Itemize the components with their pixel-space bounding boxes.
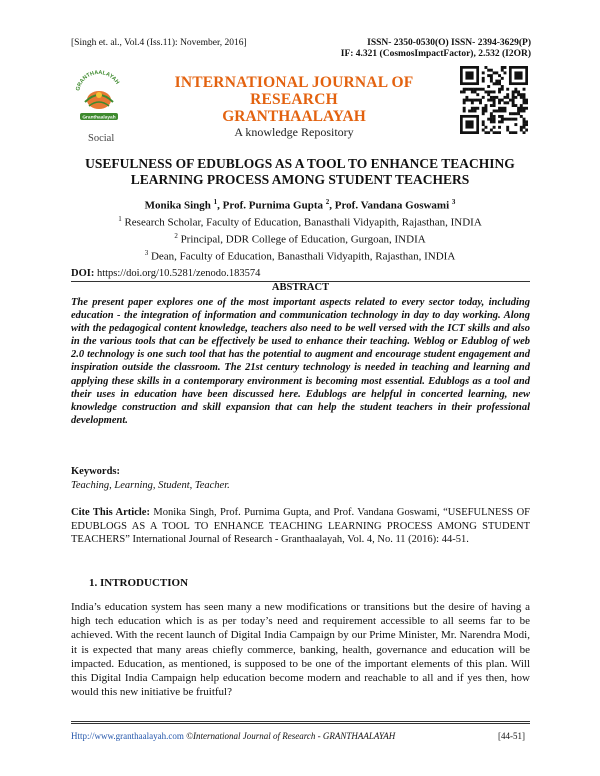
abstract-heading: ABSTRACT bbox=[271, 282, 330, 293]
affiliation-1: $^1$ Research Scholar, Faculty of Education, Banasthali Vidyapith, Rajasthan, INDIA bbox=[118, 215, 482, 229]
impact-factor-line: IF: 4.321 (CosmosImpactFactor), 2.532 (I2OR) bbox=[340, 49, 531, 59]
author-names: Monika Singh $^1$, Prof. Purnima Gupta $^2$, Prof. Vandana Goswami $^3$ bbox=[144, 198, 456, 212]
author-block bbox=[70, 196, 530, 265]
affiliation-3: $^3$ Dean, Faculty of Education, Banasthali Vidyapith, Rajasthan, INDIA bbox=[144, 249, 456, 264]
section-heading-introduction: 1. INTRODUCTION bbox=[89, 577, 189, 589]
journal-tagline: A knowledge Repository bbox=[234, 125, 354, 139]
footer-journal-name: ©International Journal of Research - GRANTHAALAYAH bbox=[183, 731, 396, 741]
logo-arc-text: GRANTHAALAYAH bbox=[75, 69, 120, 92]
running-header-issn bbox=[325, 38, 531, 60]
footer-rule bbox=[71, 721, 530, 724]
page-range: [44-51] bbox=[498, 731, 525, 741]
keywords-heading: Keywords: bbox=[71, 466, 120, 477]
page-footer bbox=[71, 731, 395, 741]
citation-text: Monika Singh, Prof. Purnima Gupta, and Prof. Vandana Goswami, “USEFULNESS OF EDUBLOGS AS A TOOL TO ENHANCE TEACHING LEARNING PROCESS AMONG STUDENT TEACHERS” International Journal of Research - Granthaalayah, Vol. 4, No. 11 (2016): 44-51. bbox=[71, 507, 530, 545]
author-2: Prof. Purnima Gupta bbox=[222, 199, 323, 212]
author-1: Monika Singh bbox=[144, 199, 211, 212]
section-label: Social bbox=[88, 133, 115, 144]
citation-label: Cite This Article: bbox=[71, 507, 150, 518]
doi-line bbox=[71, 268, 260, 279]
qr-code bbox=[460, 66, 528, 134]
journal-name-line1: INTERNATIONAL JOURNAL OF RESEARCH bbox=[174, 74, 414, 108]
doi-link[interactable]: https://doi.org/10.5281/zenodo.183574 bbox=[96, 268, 261, 279]
running-header-citation: [Singh et. al., Vol.4 (Iss.11): November, 2016] bbox=[71, 38, 247, 48]
citation-block bbox=[71, 506, 530, 547]
journal-logo bbox=[71, 62, 127, 132]
keywords-list: Teaching, Learning, Student, Teacher. bbox=[71, 480, 230, 491]
paper-title bbox=[70, 156, 530, 188]
introduction-paragraph: India’s education system has seen many a new modifications or transitions but the desire of having a high tech education which is as per today’s need and requirement accessible to all seems far to be achieved. With the recent launch of Digital India Campaign by our Prime Minister, Mr. Narendra Modi, it is expected that many areas chiefly commerce, banking, health, governance and education will be impacted. Education, as mentioned, is supposed to be one of the important elements of this plan. Will this Digital India Campaign help education become modern and reachable to all and if yes then, how would this new initiative be fruitful? bbox=[71, 601, 530, 699]
logo-banner-text: Granthaalayah bbox=[82, 115, 116, 121]
title-line1: USEFULNESS OF EDUBLOGS AS A TOOL TO ENHANCE TEACHING bbox=[85, 156, 515, 171]
journal-masthead bbox=[130, 74, 458, 139]
author-3-sup: 3 bbox=[451, 198, 456, 206]
journal-name-line2: GRANTHAALAYAH bbox=[222, 108, 366, 125]
author-2-sup: 2 bbox=[325, 198, 330, 206]
journal-website-link[interactable]: Http://www.granthaalayah.com bbox=[71, 731, 184, 741]
doi-label: DOI: bbox=[71, 268, 95, 279]
affiliation-2: $^2$ Principal, DDR College of Education, Gurgoan, INDIA bbox=[174, 232, 426, 246]
svg-text:GRANTHAALAYAH bbox=[75, 70, 120, 92]
title-line2: LEARNING PROCESS AMONG STUDENT TEACHERS bbox=[130, 172, 470, 187]
author-1-sup: 1 bbox=[213, 198, 218, 206]
abstract-body: The present paper explores one of the most important aspects related to every sector today, including education - the integration of information and communication technology in day to day working. Along with the pedagogical content knowledge, teachers also need to be well versed with the ICT skills and also in the various tools that can be effectively be used to enhance their teaching. Weblog or Edublog of web 2.0 technology is one such tool that has the potential to augment and encourage student engagement and inspiration outside the classroom. The 21st century technology is needed in teaching and learning and applying these skills in a contemporary environment is becoming most essential. Edublogs as a tool and their uses in education have been discussed here. Edublogs are helpful in concerted learning, new knowledge construction and skill expansion that can help the student teachers in their professional development. bbox=[71, 297, 530, 426]
issn-line: ISSN- 2350-0530(O) ISSN- 2394-3629(P) bbox=[367, 38, 531, 48]
author-3: Prof. Vandana Goswami bbox=[334, 199, 450, 212]
